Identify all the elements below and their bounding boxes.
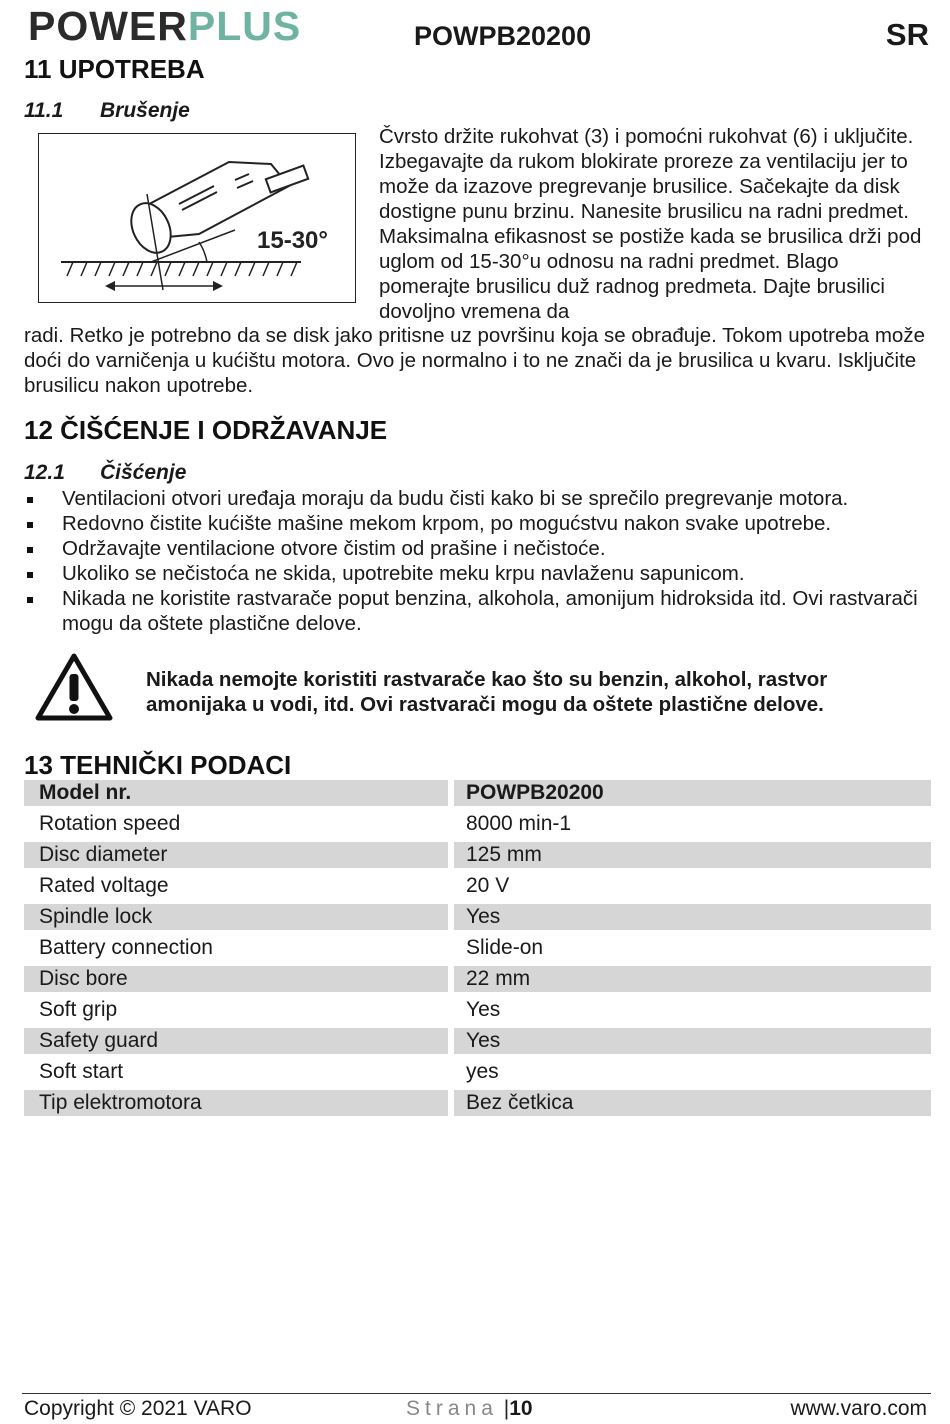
bullet-marker bbox=[27, 497, 33, 503]
section-11-title: 11 UPOTREBA bbox=[24, 54, 205, 84]
bullet-marker bbox=[27, 572, 33, 578]
table-row bbox=[24, 1059, 931, 1090]
spec-label: Disc bore bbox=[24, 966, 448, 992]
page-number: 10 bbox=[509, 1397, 533, 1420]
spec-value: yes bbox=[466, 1060, 499, 1083]
subsection-title: Čišćenje bbox=[100, 461, 187, 484]
logo-part-power: POWER bbox=[28, 3, 188, 49]
list-item: Redovno čistite kućište mašine mekom krpom, po mogućstvu nakon svake upotrebe. bbox=[24, 511, 930, 536]
table-row bbox=[24, 997, 931, 1028]
subsection-number: 11.1 bbox=[24, 99, 64, 122]
spec-label: Safety guard bbox=[24, 1028, 448, 1054]
grinder-illustration bbox=[39, 134, 355, 302]
spec-label: Model nr. bbox=[24, 780, 448, 806]
spec-label: Battery connection bbox=[39, 936, 213, 959]
warning-icon bbox=[34, 652, 114, 722]
table-row bbox=[24, 780, 931, 811]
table-row bbox=[24, 935, 931, 966]
angle-label: 15-30° bbox=[257, 227, 328, 254]
spec-label: Soft start bbox=[39, 1060, 124, 1083]
header-model: POWPB20200 bbox=[414, 21, 592, 51]
brand-logo bbox=[28, 4, 301, 48]
spec-value: Slide-on bbox=[466, 936, 544, 959]
spec-label: Soft grip bbox=[39, 998, 118, 1021]
page-separator: | bbox=[503, 1397, 510, 1420]
spec-label: Spindle lock bbox=[24, 904, 448, 930]
subsection-11-1 bbox=[24, 99, 190, 123]
spec-value: 22 mm bbox=[454, 966, 931, 992]
bullet-marker bbox=[27, 522, 33, 528]
grinder-angle-figure bbox=[38, 133, 356, 303]
spec-label: Rotation speed bbox=[39, 812, 181, 835]
list-item: Nikada ne koristite rastvarače poput benzina, alkohola, amonijum hidroksida itd. Ovi rastvarači mogu da oštete plastične delove. bbox=[24, 586, 930, 636]
logo-part-plus: PLUS bbox=[187, 3, 302, 49]
list-item: Održavajte ventilacione otvore čistim od prašine i nečistoće. bbox=[24, 536, 930, 561]
footer-copyright: Copyright © 2021 VARO bbox=[24, 1397, 252, 1420]
warning-text: Nikada nemojte koristiti rastvarače kao što su benzin, alkohol, rastvor amonijaka u vodi, itd. Ovi rastvarači mogu da oštete plastične delove. bbox=[146, 668, 828, 716]
spec-value: Bez četkica bbox=[454, 1090, 931, 1116]
subsection-title: Brušenje bbox=[100, 99, 190, 122]
footer-divider bbox=[22, 1393, 931, 1394]
spec-value: 20 V bbox=[466, 874, 510, 897]
spec-value: 8000 min-1 bbox=[466, 812, 572, 835]
list-item: Ventilacioni otvori uređaja moraju da budu čisti kako bi se sprečilo pregrevanje motora. bbox=[24, 486, 930, 511]
table-row bbox=[24, 966, 931, 997]
spec-value: Yes bbox=[454, 904, 931, 930]
spec-label: Disc diameter bbox=[24, 842, 448, 868]
table-row bbox=[24, 811, 931, 842]
tech-specs-table bbox=[24, 780, 931, 1121]
table-row bbox=[24, 842, 931, 873]
spec-value: Yes bbox=[454, 1028, 931, 1054]
bullet-marker bbox=[27, 547, 33, 553]
subsection-12-1 bbox=[24, 461, 186, 485]
table-row bbox=[24, 1090, 931, 1121]
table-row bbox=[24, 873, 931, 904]
footer-website[interactable]: www.varo.com bbox=[790, 1397, 927, 1420]
section-11-paragraph-full: radi. Retko je potrebno da se disk jako pritisne uz površinu koja se obrađuje. Tokom upotreba može doći do varničenja u kućištu motora. Ovo je normalno i to ne znači da je brusilica u kvaru. Isključite brusilicu nakon upotrebe. bbox=[24, 324, 925, 397]
page-word: Strana bbox=[406, 1397, 498, 1420]
section-11-paragraph-wrapped: Čvrsto držite rukohvat (3) i pomoćni rukohvat (6) i uključite. Izbegavajte da rukom blokirate proreze za ventilaciju jer to može da izazove pregrevanje brusilice. Sačekajte da disk dostigne punu brzinu. Nanesite brusilicu na radni predmet. Maksimalna efikasnost se postiže kada se brusilica drži pod uglom od 15-30°u odnosu na radni predmet. Blago pomerajte brusilicu duž radnog predmeta. Dajte brusilici dovoljno vremena da bbox=[379, 125, 922, 323]
header-language: SR bbox=[885, 17, 929, 52]
table-row bbox=[24, 904, 931, 935]
table-row bbox=[24, 1028, 931, 1059]
list-item: Ukoliko se nečistoća ne skida, upotrebite meku krpu navlaženu sapunicom. bbox=[24, 561, 930, 586]
section-13-title: 13 TEHNIČKI PODACI bbox=[24, 750, 292, 780]
spec-label: Tip elektromotora bbox=[24, 1090, 448, 1116]
spec-label: Rated voltage bbox=[39, 874, 169, 897]
spec-value: 125 mm bbox=[454, 842, 931, 868]
cleaning-list bbox=[24, 486, 930, 636]
bullet-marker bbox=[27, 597, 33, 603]
spec-value: POWPB20200 bbox=[454, 780, 931, 806]
spec-value: Yes bbox=[466, 998, 501, 1021]
section-12-title: 12 ČIŠĆENJE I ODRŽAVANJE bbox=[24, 415, 388, 445]
footer-page bbox=[406, 1396, 533, 1422]
subsection-number: 12.1 bbox=[24, 461, 65, 484]
